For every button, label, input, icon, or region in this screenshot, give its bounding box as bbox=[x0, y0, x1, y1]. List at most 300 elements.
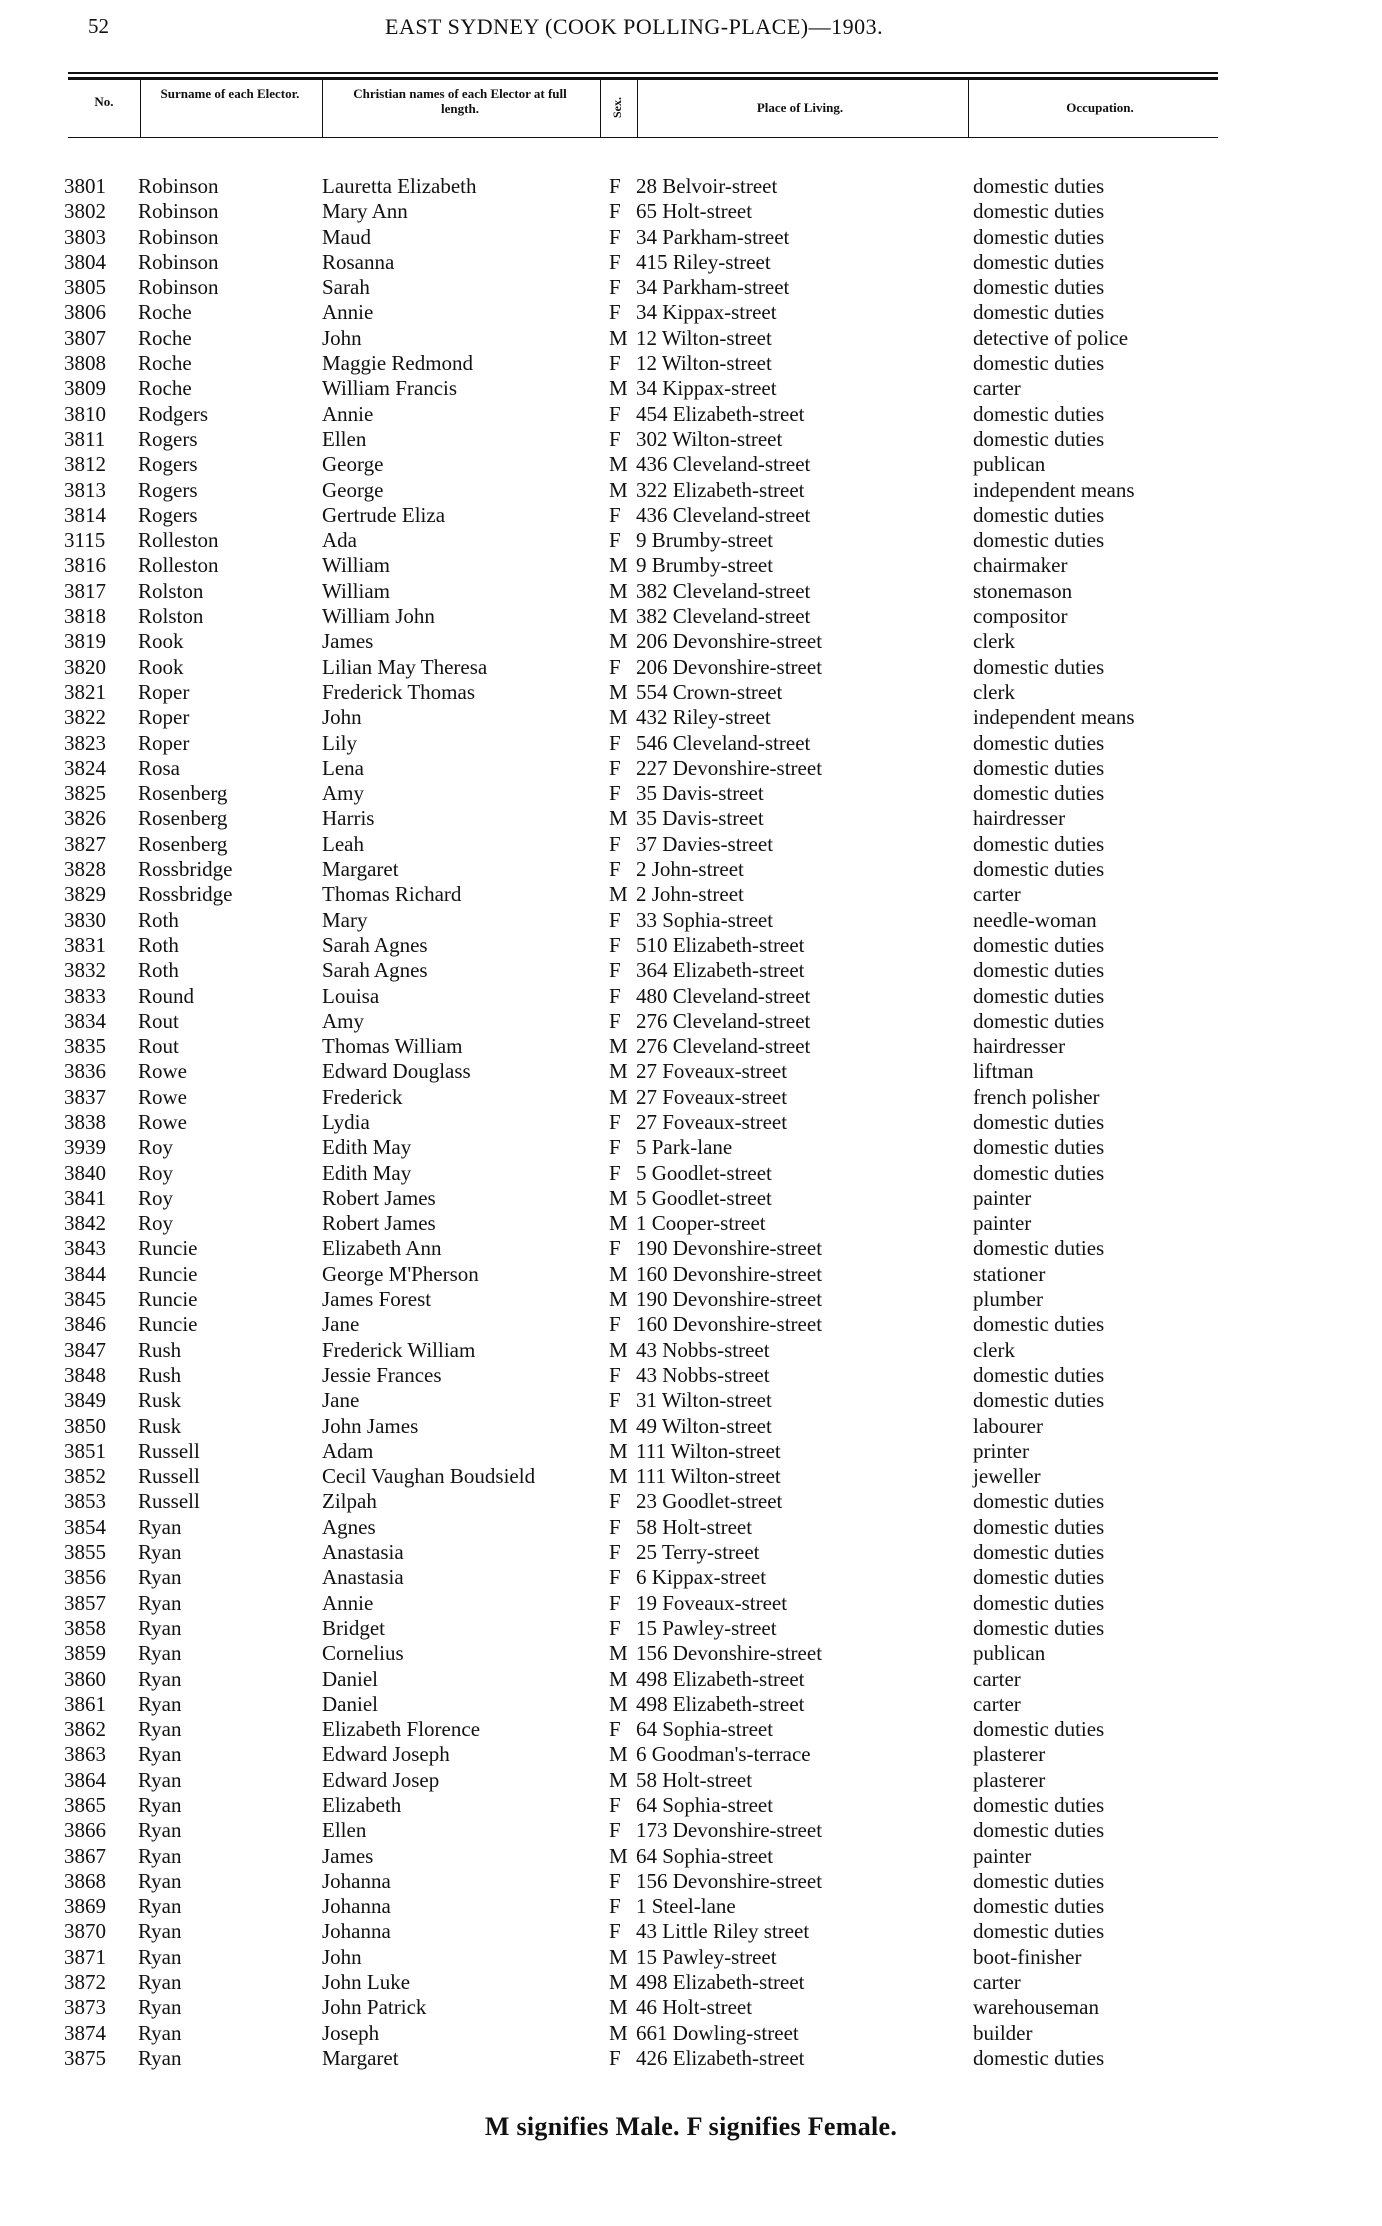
elector-occupation: domestic duties bbox=[973, 1362, 1105, 1387]
elector-place-of-living: 15 Pawley-street bbox=[636, 1615, 777, 1640]
elector-number: 3806 bbox=[64, 300, 106, 325]
elector-number: 3846 bbox=[64, 1312, 106, 1337]
elector-sex: M bbox=[609, 1261, 628, 1286]
elector-occupation: hairdresser bbox=[973, 806, 1066, 831]
elector-surname: Rusk bbox=[138, 1388, 182, 1413]
table-row bbox=[0, 2021, 1382, 2046]
elector-christian-names: Thomas Richard bbox=[322, 882, 462, 907]
elector-christian-names: Lauretta Elizabeth bbox=[322, 174, 477, 198]
elector-christian-names: Zilpah bbox=[322, 1489, 377, 1514]
elector-sex: M bbox=[609, 1970, 628, 1995]
table-row bbox=[0, 452, 1382, 477]
elector-place-of-living: 9 Brumby-street bbox=[636, 553, 774, 578]
elector-christian-names: Sarah bbox=[322, 275, 370, 300]
elector-number: 3872 bbox=[64, 1970, 106, 1995]
table-row bbox=[0, 1591, 1382, 1616]
elector-place-of-living: 276 Cleveland-street bbox=[636, 1034, 811, 1059]
table-row bbox=[0, 376, 1382, 401]
elector-christian-names: Frederick William bbox=[322, 1337, 476, 1362]
elector-sex: F bbox=[609, 1514, 621, 1539]
elector-number: 3866 bbox=[64, 1818, 106, 1843]
elector-surname: Rout bbox=[138, 1008, 179, 1033]
elector-number: 3813 bbox=[64, 477, 106, 502]
elector-surname: Roy bbox=[138, 1160, 174, 1185]
elector-surname: Rosenberg bbox=[138, 806, 228, 831]
elector-number: 3859 bbox=[64, 1641, 106, 1666]
elector-sex: M bbox=[609, 1767, 628, 1792]
elector-place-of-living: 302 Wilton-street bbox=[636, 426, 783, 451]
elector-number: 3873 bbox=[64, 1995, 106, 2020]
elector-christian-names: Cecil Vaughan Boudsield bbox=[322, 1464, 536, 1489]
elector-sex: M bbox=[609, 1464, 628, 1489]
elector-number: 3845 bbox=[64, 1287, 106, 1312]
elector-christian-names: Annie bbox=[322, 401, 374, 426]
elector-sex: M bbox=[609, 705, 628, 730]
elector-number: 3834 bbox=[64, 1008, 106, 1033]
elector-number: 3838 bbox=[64, 1109, 106, 1134]
elector-surname: Robinson bbox=[138, 249, 219, 274]
elector-sex: M bbox=[609, 477, 628, 502]
elector-surname: Roy bbox=[138, 1185, 174, 1210]
elector-place-of-living: 64 Sophia-street bbox=[636, 1717, 774, 1742]
table-row bbox=[0, 933, 1382, 958]
elector-number: 3841 bbox=[64, 1185, 106, 1210]
elector-occupation: liftman bbox=[973, 1059, 1034, 1084]
elector-place-of-living: 661 Dowling-street bbox=[636, 2020, 799, 2045]
elector-surname: Ryan bbox=[138, 1970, 182, 1995]
elector-place-of-living: 37 Davies-street bbox=[636, 831, 774, 856]
elector-occupation: independent means bbox=[973, 477, 1135, 502]
elector-place-of-living: 498 Elizabeth-street bbox=[636, 1691, 805, 1716]
elector-place-of-living: 33 Sophia-street bbox=[636, 907, 774, 932]
elector-number: 3870 bbox=[64, 1919, 106, 1944]
elector-number: 3814 bbox=[64, 502, 106, 527]
elector-number: 3868 bbox=[64, 1868, 106, 1893]
elector-surname: Rodgers bbox=[138, 401, 208, 426]
elector-surname: Rosenberg bbox=[138, 831, 228, 856]
elector-christian-names: Elizabeth Florence bbox=[322, 1717, 481, 1742]
elector-sex: M bbox=[609, 1034, 628, 1059]
elector-place-of-living: 6 Goodman's-terrace bbox=[636, 1742, 811, 1767]
elector-sex: F bbox=[609, 1717, 621, 1742]
elector-place-of-living: 498 Elizabeth-street bbox=[636, 1970, 805, 1995]
elector-place-of-living: 34 Parkham-street bbox=[636, 275, 790, 300]
elector-occupation: domestic duties bbox=[973, 1894, 1105, 1919]
elector-sex: M bbox=[609, 1211, 628, 1236]
table-row bbox=[0, 705, 1382, 730]
elector-place-of-living: 426 Elizabeth-street bbox=[636, 2045, 805, 2070]
column-header-occupation: Occupation. bbox=[1066, 100, 1134, 115]
elector-place-of-living: 480 Cleveland-street bbox=[636, 983, 811, 1008]
elector-occupation: domestic duties bbox=[973, 831, 1105, 856]
table-row bbox=[0, 1085, 1382, 1110]
elector-sex: F bbox=[609, 1236, 621, 1261]
elector-number: 3860 bbox=[64, 1666, 106, 1691]
elector-surname: Rogers bbox=[138, 502, 198, 527]
elector-place-of-living: 415 Riley-street bbox=[636, 249, 771, 274]
elector-sex: F bbox=[609, 932, 621, 957]
elector-sex: F bbox=[609, 1919, 621, 1944]
elector-place-of-living: 12 Wilton-street bbox=[636, 351, 772, 376]
table-row bbox=[0, 655, 1382, 680]
elector-place-of-living: 160 Devonshire-street bbox=[636, 1261, 823, 1286]
elector-place-of-living: 28 Belvoir-street bbox=[636, 174, 778, 198]
table-row bbox=[0, 225, 1382, 250]
elector-occupation: warehouseman bbox=[973, 1995, 1099, 2020]
table-row bbox=[0, 680, 1382, 705]
elector-number: 3819 bbox=[64, 629, 106, 654]
elector-sex: F bbox=[609, 907, 621, 932]
header-rule-top-thick bbox=[68, 77, 1218, 80]
column-header-place: Place of Living. bbox=[756, 100, 844, 115]
elector-occupation: publican bbox=[973, 1641, 1046, 1666]
elector-number: 3803 bbox=[64, 224, 106, 249]
table-row bbox=[0, 1667, 1382, 1692]
elector-occupation: chairmaker bbox=[973, 553, 1068, 578]
elector-place-of-living: 111 Wilton-street bbox=[636, 1464, 781, 1489]
elector-place-of-living: 436 Cleveland-street bbox=[636, 502, 811, 527]
elector-christian-names: John Luke bbox=[322, 1970, 411, 1995]
elector-number: 3849 bbox=[64, 1388, 106, 1413]
elector-place-of-living: 27 Foveaux-street bbox=[636, 1059, 788, 1084]
elector-occupation: plumber bbox=[973, 1287, 1043, 1312]
elector-surname: Rowe bbox=[138, 1109, 187, 1134]
elector-place-of-living: 46 Holt-street bbox=[636, 1995, 753, 2020]
table-row bbox=[0, 275, 1382, 300]
elector-christian-names: Edward Joseph bbox=[322, 1742, 450, 1767]
elector-number: 3869 bbox=[64, 1894, 106, 1919]
elector-surname: Rusk bbox=[138, 1413, 182, 1438]
table-row bbox=[0, 1489, 1382, 1514]
elector-number: 3832 bbox=[64, 958, 106, 983]
elector-christian-names: Amy bbox=[322, 1008, 364, 1033]
elector-place-of-living: 160 Devonshire-street bbox=[636, 1312, 823, 1337]
elector-surname: Ryan bbox=[138, 2020, 182, 2045]
elector-sex: F bbox=[609, 1160, 621, 1185]
elector-place-of-living: 173 Devonshire-street bbox=[636, 1818, 823, 1843]
elector-surname: Rolleston bbox=[138, 528, 219, 553]
elector-sex: F bbox=[609, 300, 621, 325]
elector-christian-names: Lena bbox=[322, 755, 364, 780]
elector-christian-names: Louisa bbox=[322, 983, 380, 1008]
elector-number: 3875 bbox=[64, 2045, 106, 2070]
elector-number: 3865 bbox=[64, 1793, 106, 1817]
elector-place-of-living: 382 Cleveland-street bbox=[636, 604, 811, 629]
elector-christian-names: Johanna bbox=[322, 1919, 391, 1944]
elector-christian-names: Jane bbox=[322, 1388, 360, 1413]
elector-surname: Roy bbox=[138, 1211, 174, 1236]
table-row bbox=[0, 553, 1382, 578]
elector-sex: M bbox=[609, 604, 628, 629]
elector-occupation: domestic duties bbox=[973, 249, 1105, 274]
table-row bbox=[0, 1034, 1382, 1059]
elector-sex: F bbox=[609, 730, 621, 755]
elector-number: 3804 bbox=[64, 249, 106, 274]
table-row bbox=[0, 1818, 1382, 1843]
elector-surname: Roper bbox=[138, 730, 190, 755]
elector-occupation: painter bbox=[973, 1211, 1032, 1236]
elector-number: 3847 bbox=[64, 1337, 106, 1362]
elector-christian-names: Frederick Thomas bbox=[322, 679, 475, 704]
elector-occupation: printer bbox=[973, 1438, 1029, 1463]
column-divider bbox=[600, 80, 601, 137]
elector-occupation: carter bbox=[973, 1691, 1021, 1716]
elector-occupation: plasterer bbox=[973, 1742, 1046, 1767]
elector-surname: Ryan bbox=[138, 1565, 182, 1590]
elector-place-of-living: 510 Elizabeth-street bbox=[636, 932, 805, 957]
elector-sex: F bbox=[609, 502, 621, 527]
elector-occupation: domestic duties bbox=[973, 1489, 1105, 1514]
elector-christian-names: Robert James bbox=[322, 1211, 436, 1236]
elector-sex: F bbox=[609, 958, 621, 983]
elector-occupation: domestic duties bbox=[973, 781, 1105, 806]
elector-sex: M bbox=[609, 578, 628, 603]
elector-christian-names: Lydia bbox=[322, 1109, 370, 1134]
table-row bbox=[0, 1110, 1382, 1135]
elector-occupation: labourer bbox=[973, 1413, 1043, 1438]
column-header-no: No. bbox=[94, 94, 114, 109]
elector-place-of-living: 9 Brumby-street bbox=[636, 528, 774, 553]
elector-place-of-living: 156 Devonshire-street bbox=[636, 1868, 823, 1893]
elector-number: 3871 bbox=[64, 1944, 106, 1969]
elector-sex: F bbox=[609, 1868, 621, 1893]
elector-sex: F bbox=[609, 2045, 621, 2070]
elector-occupation: domestic duties bbox=[973, 1919, 1105, 1944]
elector-surname: Roper bbox=[138, 705, 190, 730]
elector-christian-names: William John bbox=[322, 604, 435, 629]
elector-christian-names: Maggie Redmond bbox=[322, 351, 474, 376]
elector-place-of-living: 206 Devonshire-street bbox=[636, 629, 823, 654]
elector-number: 3843 bbox=[64, 1236, 106, 1261]
elector-surname: Rossbridge bbox=[138, 882, 233, 907]
elector-surname: Rogers bbox=[138, 426, 198, 451]
elector-sex: F bbox=[609, 1565, 621, 1590]
elector-list bbox=[0, 174, 1382, 2071]
table-row bbox=[0, 1869, 1382, 1894]
elector-place-of-living: 498 Elizabeth-street bbox=[636, 1666, 805, 1691]
table-row bbox=[0, 1692, 1382, 1717]
elector-number: 3825 bbox=[64, 781, 106, 806]
table-row bbox=[0, 984, 1382, 1009]
elector-sex: M bbox=[609, 1666, 628, 1691]
elector-occupation: domestic duties bbox=[973, 174, 1105, 198]
elector-sex: F bbox=[609, 831, 621, 856]
sex-legend: M signifies Male. F signifies Female. bbox=[484, 2112, 898, 2141]
elector-surname: Ryan bbox=[138, 1793, 182, 1817]
table-row bbox=[0, 1742, 1382, 1767]
elector-place-of-living: 382 Cleveland-street bbox=[636, 578, 811, 603]
elector-surname: Ryan bbox=[138, 1615, 182, 1640]
elector-sex: F bbox=[609, 275, 621, 300]
elector-christian-names: Rosanna bbox=[322, 249, 395, 274]
elector-place-of-living: 2 John-street bbox=[636, 882, 744, 907]
elector-occupation: carter bbox=[973, 1666, 1021, 1691]
elector-christian-names: Anastasia bbox=[322, 1540, 404, 1565]
column-divider bbox=[322, 80, 323, 137]
table-row bbox=[0, 1059, 1382, 1084]
elector-place-of-living: 58 Holt-street bbox=[636, 1767, 753, 1792]
elector-occupation: domestic duties bbox=[973, 1615, 1105, 1640]
elector-number: 3821 bbox=[64, 679, 106, 704]
elector-sex: F bbox=[609, 983, 621, 1008]
page-number: 52 bbox=[88, 14, 109, 38]
elector-number: 3861 bbox=[64, 1691, 106, 1716]
elector-occupation: domestic duties bbox=[973, 528, 1105, 553]
table-row bbox=[0, 1919, 1382, 1944]
elector-number: 3853 bbox=[64, 1489, 106, 1514]
elector-christian-names: Agnes bbox=[322, 1514, 376, 1539]
elector-sex: F bbox=[609, 1489, 621, 1514]
table-row bbox=[0, 1186, 1382, 1211]
table-row bbox=[0, 1768, 1382, 1793]
elector-place-of-living: 546 Cleveland-street bbox=[636, 730, 811, 755]
elector-surname: Rolston bbox=[138, 578, 204, 603]
elector-surname: Roche bbox=[138, 376, 192, 401]
elector-occupation: domestic duties bbox=[973, 654, 1105, 679]
elector-surname: Roche bbox=[138, 325, 192, 350]
elector-place-of-living: 43 Nobbs-street bbox=[636, 1337, 770, 1362]
elector-occupation: domestic duties bbox=[973, 224, 1105, 249]
table-row bbox=[0, 1388, 1382, 1413]
table-row bbox=[0, 629, 1382, 654]
elector-number: 3854 bbox=[64, 1514, 106, 1539]
elector-occupation: domestic duties bbox=[973, 426, 1105, 451]
elector-sex: F bbox=[609, 654, 621, 679]
elector-sex: M bbox=[609, 553, 628, 578]
elector-number: 3820 bbox=[64, 654, 106, 679]
elector-sex: M bbox=[609, 1944, 628, 1969]
elector-place-of-living: 15 Pawley-street bbox=[636, 1944, 777, 1969]
elector-place-of-living: 2 John-street bbox=[636, 857, 744, 882]
elector-christian-names: Annie bbox=[322, 1590, 374, 1615]
elector-surname: Rogers bbox=[138, 452, 198, 477]
elector-number: 3874 bbox=[64, 2020, 106, 2045]
elector-sex: M bbox=[609, 1287, 628, 1312]
elector-surname: Rosenberg bbox=[138, 781, 228, 806]
elector-surname: Ryan bbox=[138, 1868, 182, 1893]
elector-occupation: domestic duties bbox=[973, 502, 1105, 527]
table-row bbox=[0, 1009, 1382, 1034]
elector-sex: F bbox=[609, 401, 621, 426]
elector-occupation: domestic duties bbox=[973, 958, 1105, 983]
elector-occupation: clerk bbox=[973, 1337, 1015, 1362]
elector-christian-names: William bbox=[322, 578, 390, 603]
elector-sex: F bbox=[609, 224, 621, 249]
table-row bbox=[0, 756, 1382, 781]
elector-occupation: painter bbox=[973, 1185, 1032, 1210]
elector-occupation: domestic duties bbox=[973, 1868, 1105, 1893]
elector-surname: Round bbox=[138, 983, 195, 1008]
table-row bbox=[0, 806, 1382, 831]
elector-occupation: domestic duties bbox=[973, 1388, 1105, 1413]
table-row bbox=[0, 174, 1382, 199]
elector-place-of-living: 436 Cleveland-street bbox=[636, 452, 811, 477]
elector-number: 3818 bbox=[64, 604, 106, 629]
elector-christian-names: Johanna bbox=[322, 1868, 391, 1893]
elector-surname: Roche bbox=[138, 300, 192, 325]
table-row bbox=[0, 478, 1382, 503]
elector-occupation: domestic duties bbox=[973, 1236, 1105, 1261]
table-row bbox=[0, 503, 1382, 528]
table-row bbox=[0, 857, 1382, 882]
elector-occupation: domestic duties bbox=[973, 983, 1105, 1008]
elector-place-of-living: 43 Nobbs-street bbox=[636, 1362, 770, 1387]
table-row bbox=[0, 427, 1382, 452]
elector-sex: M bbox=[609, 1641, 628, 1666]
elector-christian-names: William Francis bbox=[322, 376, 458, 401]
table-row bbox=[0, 1211, 1382, 1236]
elector-sex: F bbox=[609, 781, 621, 806]
elector-occupation: carter bbox=[973, 376, 1021, 401]
elector-occupation: boot-finisher bbox=[973, 1944, 1082, 1969]
elector-surname: Ryan bbox=[138, 1944, 182, 1969]
elector-occupation: domestic duties bbox=[973, 1008, 1105, 1033]
elector-surname: Rush bbox=[138, 1362, 182, 1387]
elector-occupation: domestic duties bbox=[973, 1565, 1105, 1590]
elector-sex: F bbox=[609, 1540, 621, 1565]
elector-christian-names: George bbox=[322, 452, 384, 477]
elector-occupation: independent means bbox=[973, 705, 1135, 730]
header-rule-top bbox=[68, 72, 1218, 74]
elector-number: 3863 bbox=[64, 1742, 106, 1767]
elector-sex: M bbox=[609, 882, 628, 907]
elector-number: 3827 bbox=[64, 831, 106, 856]
elector-occupation: domestic duties bbox=[973, 351, 1105, 376]
elector-sex: F bbox=[609, 199, 621, 224]
elector-surname: Robinson bbox=[138, 199, 219, 224]
elector-sex: F bbox=[609, 755, 621, 780]
elector-sex: F bbox=[609, 1818, 621, 1843]
elector-number: 3801 bbox=[64, 174, 106, 198]
table-row bbox=[0, 1540, 1382, 1565]
elector-place-of-living: 227 Devonshire-street bbox=[636, 755, 823, 780]
elector-number: 3823 bbox=[64, 730, 106, 755]
elector-place-of-living: 5 Goodlet-street bbox=[636, 1185, 772, 1210]
elector-number: 3864 bbox=[64, 1767, 106, 1792]
table-row bbox=[0, 781, 1382, 806]
table-row bbox=[0, 1717, 1382, 1742]
elector-occupation: painter bbox=[973, 1843, 1032, 1868]
elector-place-of-living: 12 Wilton-street bbox=[636, 325, 772, 350]
elector-surname: Roth bbox=[138, 932, 179, 957]
elector-number: 3831 bbox=[64, 932, 106, 957]
elector-number: 3816 bbox=[64, 553, 106, 578]
elector-sex: F bbox=[609, 857, 621, 882]
elector-christian-names: John bbox=[322, 325, 362, 350]
elector-surname: Ryan bbox=[138, 1641, 182, 1666]
table-row bbox=[0, 1565, 1382, 1590]
table-row bbox=[0, 326, 1382, 351]
elector-place-of-living: 156 Devonshire-street bbox=[636, 1641, 823, 1666]
elector-surname: Robinson bbox=[138, 275, 219, 300]
elector-christian-names: Maud bbox=[322, 224, 371, 249]
elector-christian-names: Lily bbox=[322, 730, 357, 755]
elector-number: 3851 bbox=[64, 1438, 106, 1463]
elector-number: 3807 bbox=[64, 325, 106, 350]
elector-sex: F bbox=[609, 1615, 621, 1640]
elector-surname: Robinson bbox=[138, 174, 219, 198]
elector-occupation: stationer bbox=[973, 1261, 1046, 1286]
elector-sex: M bbox=[609, 2020, 628, 2045]
elector-number: 3848 bbox=[64, 1362, 106, 1387]
elector-place-of-living: 1 Cooper-street bbox=[636, 1211, 766, 1236]
elector-sex: M bbox=[609, 1438, 628, 1463]
elector-christian-names: Jessie Frances bbox=[322, 1362, 442, 1387]
elector-place-of-living: 64 Sophia-street bbox=[636, 1793, 774, 1817]
elector-occupation: publican bbox=[973, 452, 1046, 477]
elector-christian-names: Bridget bbox=[322, 1615, 385, 1640]
elector-surname: Rowe bbox=[138, 1059, 187, 1084]
